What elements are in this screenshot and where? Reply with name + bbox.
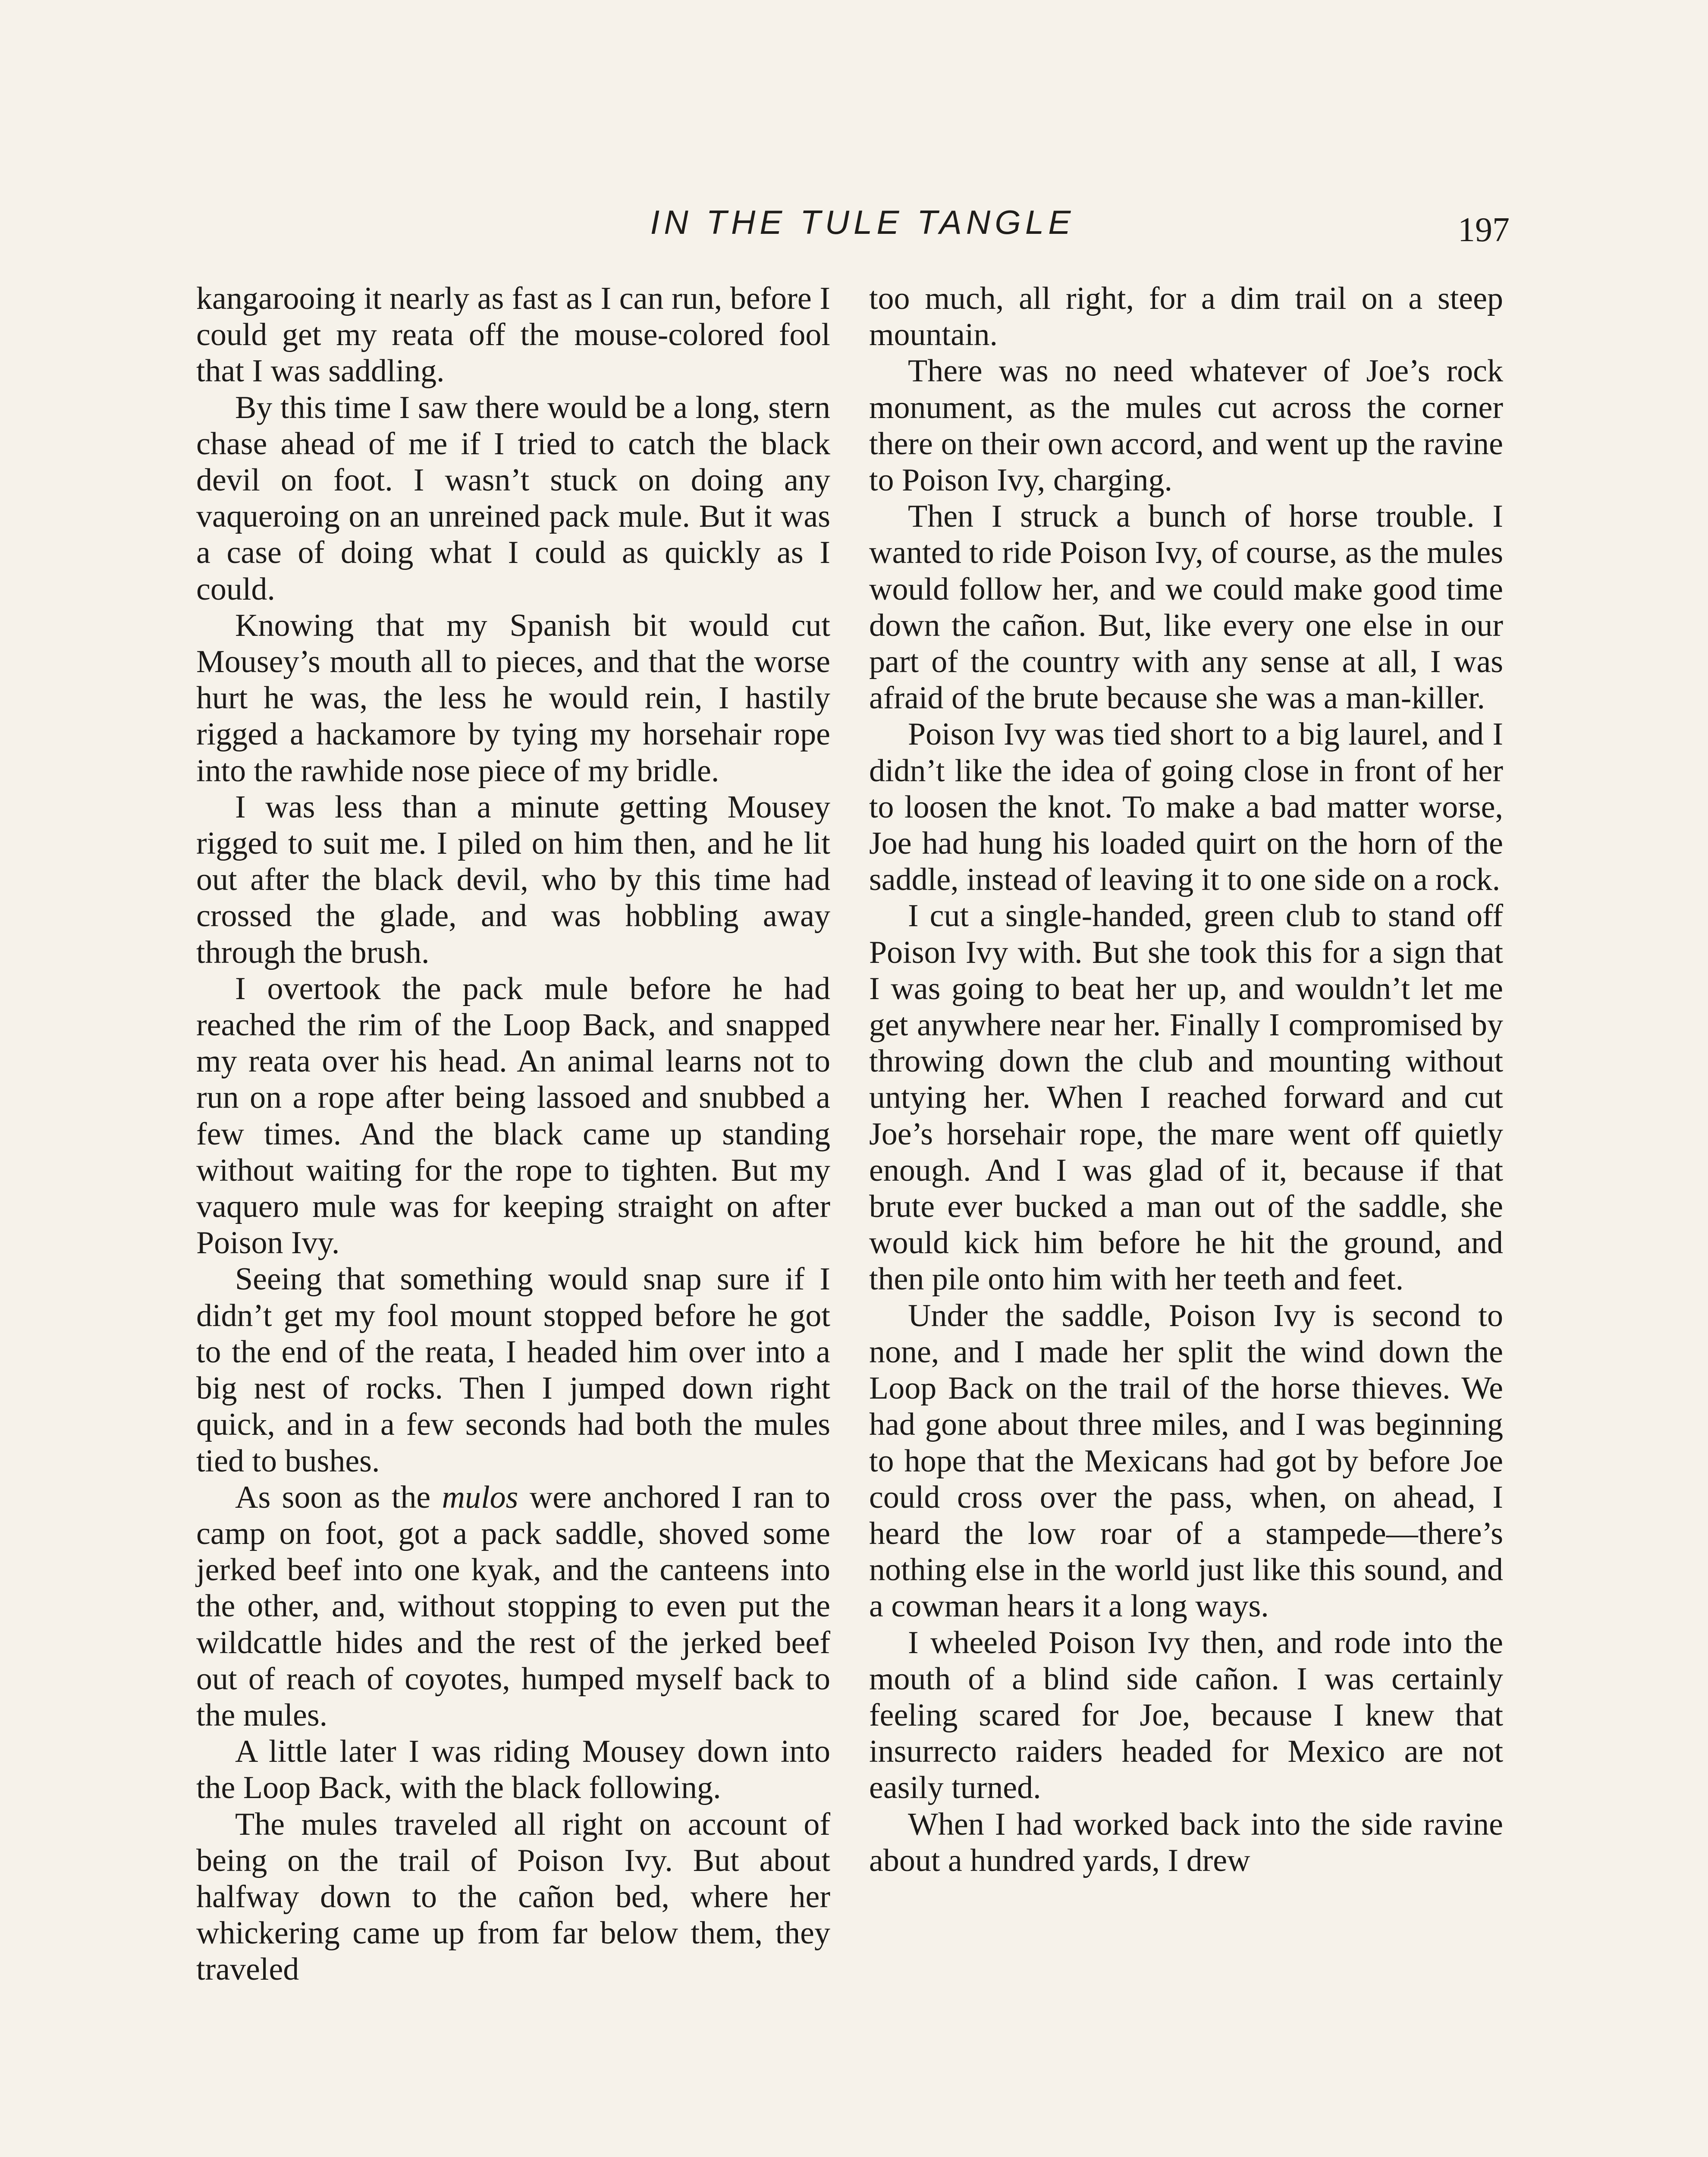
paragraph: I cut a single-handed, green club to stand off Poison Ivy with. But she took this for a sign that I was going to beat her up, and wouldn’t let me get anywhere near her. Finally I compromised by throwing down the club and mounting without untying her. When I reached forward and cut Joe’s horsehair rope, the mare went off quietly enough. And I was glad of it, because if that brute ever bucked a man out of the saddle, she would kick him before he hit the ground, and then pile onto him with her teeth and feet. bbox=[869, 898, 1503, 1297]
paragraph: I was less than a minute getting Mousey rigged to suit me. I piled on him then, and he lit out after the black devil, who by this time had crossed the glade, and was hobbling away through the brush. bbox=[196, 789, 830, 970]
paragraph: By this time I saw there would be a long, stern chase ahead of me if I tried to catch the black devil on foot. I wasn’t stuck on doing any vaqueroing on an unreined pack mule. But it was a case of doing what I could as quickly as I could. bbox=[196, 390, 830, 607]
italic-word: mulos bbox=[442, 1479, 518, 1515]
paragraph: too much, all right, for a dim trail on a steep mountain. bbox=[869, 281, 1503, 353]
paragraph-text: As soon as the bbox=[235, 1479, 442, 1515]
paragraph: The mules traveled all right on account of being on the trail of Poison Ivy. But about halfway down to the cañon bed, where her whickering came up from far below them, they traveled bbox=[196, 1806, 830, 1987]
running-title: IN THE TULE TANGLE bbox=[650, 203, 1075, 241]
page-number: 197 bbox=[1458, 211, 1510, 249]
paragraph bbox=[196, 1479, 830, 1733]
paragraph: Knowing that my Spanish bit would cut Mousey’s mouth all to pieces, and that the worse hurt he was, the less he would rein, I hastily rigged a hackamore by tying my horsehair rope into the rawhide nose piece of my bridle. bbox=[196, 607, 830, 789]
paragraph: When I had worked back into the side ravine about a hundred yards, I drew bbox=[869, 1806, 1503, 1878]
right-column bbox=[869, 280, 1503, 1879]
paragraph: A little later I was riding Mousey down into the Loop Back, with the black following. bbox=[196, 1734, 830, 1806]
paragraph: I overtook the pack mule before he had reached the rim of the Loop Back, and snapped my reata over his head. An animal learns not to run on a rope after being lassoed and snubbed a few times. And the black came up standing without waiting for the rope to tighten. But my vaquero mule was for keeping straight on after Poison Ivy. bbox=[196, 971, 830, 1261]
paragraph: There was no need whatever of Joe’s rock monument, as the mules cut across the corner there on their own accord, and went up the ravine to Poison Ivy, charging. bbox=[869, 353, 1503, 498]
left-column bbox=[196, 280, 830, 1988]
paragraph: Poison Ivy was tied short to a big laurel, and I didn’t like the idea of going close in front of her to loosen the knot. To make a bad matter worse, Joe had hung his loaded quirt on the horn of the saddle, instead of leaving it to one side on a rock. bbox=[869, 717, 1503, 898]
paragraph: I wheeled Poison Ivy then, and rode into the mouth of a blind side cañon. I was certainly feeling scared for Joe, because I knew that insurrecto raiders headed for Mexico are not easily turned. bbox=[869, 1625, 1503, 1806]
paragraph: kangarooing it nearly as fast as I can run, before I could get my reata off the mouse-colored fool that I was saddling. bbox=[196, 281, 830, 389]
paragraph: Then I struck a bunch of horse trouble. I wanted to ride Poison Ivy, of course, as the mules would follow her, and we could make good time down the cañon. But, like every one else in our part of the country with any sense at all, I was afraid of the brute because she was a man-killer. bbox=[869, 499, 1503, 716]
paragraph: Under the saddle, Poison Ivy is second to none, and I made her split the wind down the Loop Back on the trail of the horse thieves. We had gone about three miles, and I was beginning to hope that the Mexicans had got by before Joe could cross over the pass, when, on ahead, I heard the low roar of a stampede—there’s nothing else in the world just like this sound, and a cowman hears it a long ways. bbox=[869, 1298, 1503, 1624]
paragraph-text: were anchored I ran to camp on foot, got a pack saddle, shoved some jerked beef into one kyak, and the canteens into the other, and, without stopping to even put the wildcattle hides and the rest of the jerked beef out of reach of coyotes, humped myself back to the mules. bbox=[196, 1479, 830, 1733]
paragraph: Seeing that something would snap sure if I didn’t get my fool mount stopped before he got to the end of the reata, I headed him over into a big nest of rocks. Then I jumped down right quick, and in a few seconds had both the mules tied to bushes. bbox=[196, 1261, 830, 1479]
